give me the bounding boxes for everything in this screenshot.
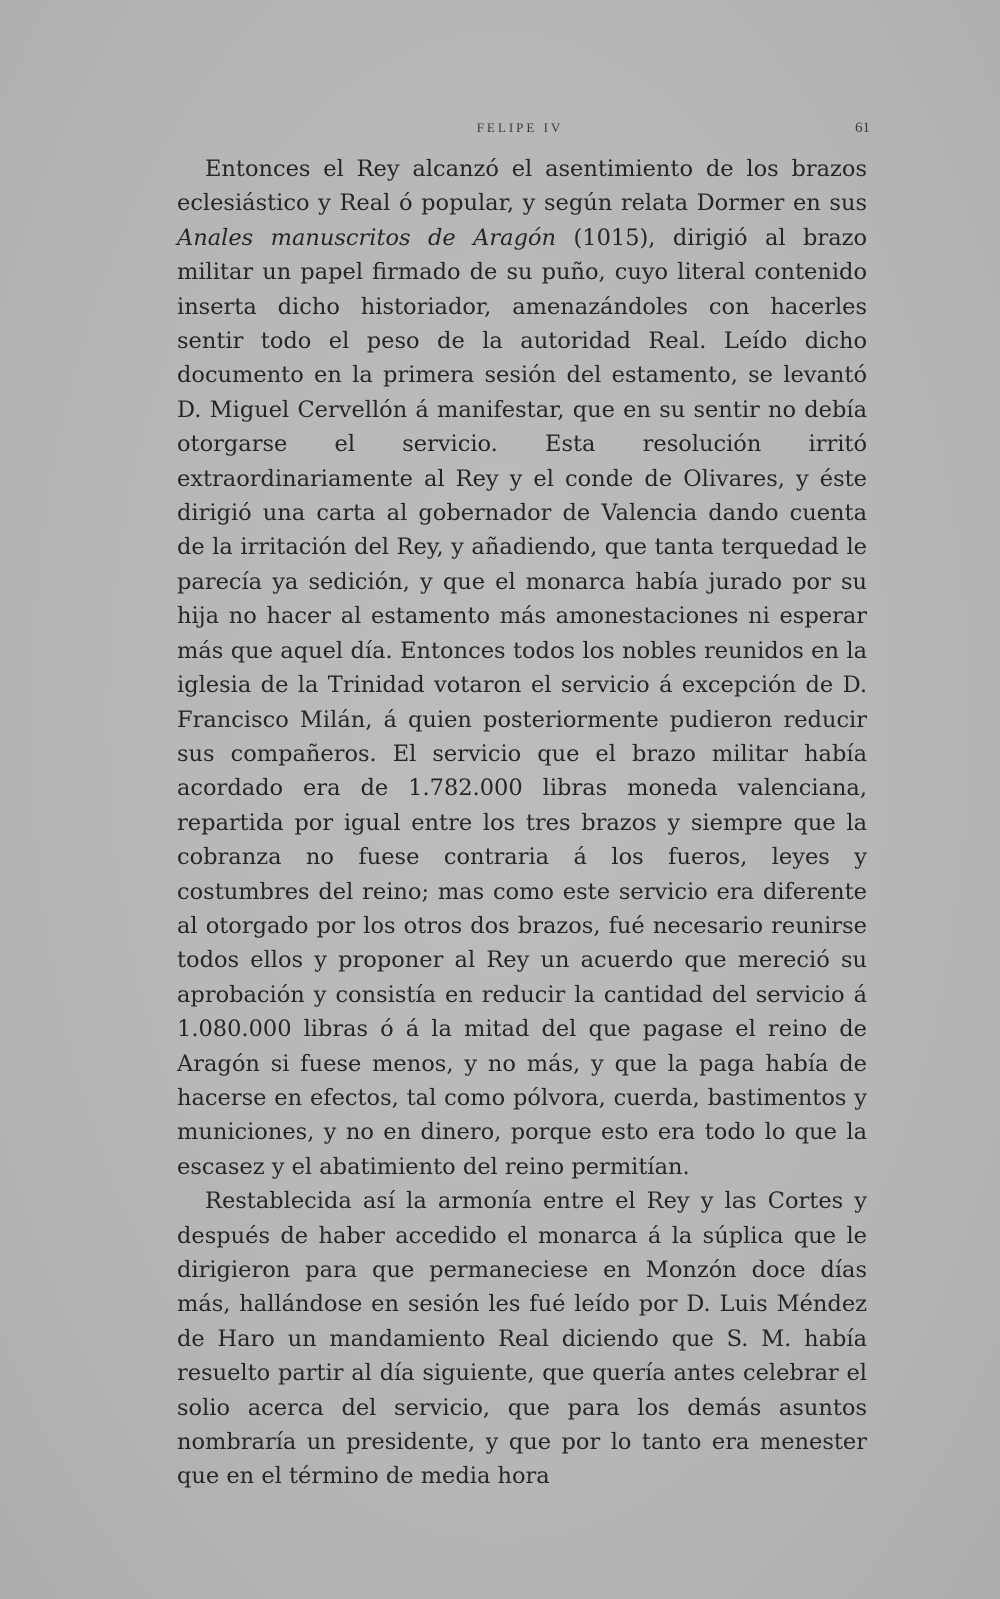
italic-book-title: Anales manuscritos de Aragón — [177, 224, 557, 251]
body-text — [177, 152, 867, 1494]
paragraph-1 — [177, 152, 867, 1184]
paragraph-1-text-b: (1015), dirigió al brazo militar un papel firmado de su puño, cuyo literal contenido inserta dicho historiador, amenazándoles con hacerles sentir todo el peso de la autoridad Real. Leído dicho documento en la primera sesión del estamento, se levantó D. Miguel Cervellón á manifestar, que en su sentir no debía otorgarse el servicio. Esta resolución irritó extraordinariamente al Rey y el conde de Olivares, y éste dirigió una carta al gobernador de Valencia dando cuenta de la irritación del Rey, y añadiendo, que tanta terquedad le parecía ya sedición, y que el monarca había jurado por su hija no hacer al estamento más amonestaciones ni esperar más que aquel día. Entonces todos los nobles reunidos en la iglesia de la Trinidad votaron el servicio á excepción de D. Francisco Milán, á quien posteriormente pudieron reducir sus compañeros. El servicio que el brazo militar había acordado era de 1.782.000 libras moneda valenciana, repartida por igual entre los tres brazos y siempre que la cobranza no fuese contraria á los fueros, leyes y costumbres del reino; mas como este servicio era diferente al otorgado por los otros dos brazos, fué necesario reunirse todos ellos y proponer al Rey un acuerdo que mereció su aprobación y consistía en reducir la cantidad del servicio á 1.080.000 libras ó á la mitad del que pagase el reino de Aragón si fuese menos, y no más, y que la paga había de hacerse en efectos, tal como pólvora, cuerda, bastimentos y municiones, y no en dinero, porque esto era todo lo que la escasez y el abatimiento del reino permitían. — [177, 224, 868, 1180]
page-number: 61 — [855, 120, 870, 136]
paragraph-2 — [177, 1184, 867, 1494]
page-header — [170, 120, 870, 142]
paragraph-2-text: Restablecida así la armonía entre el Rey y las Cortes y después de haber accedido el monarca á la súplica que le dirigieron para que permaneciese en Monzón doce días más, hallándose en sesión les fué leído por D. Luis Méndez de Haro un mandamiento Real diciendo que S. M. había resuelto partir al día siguiente, que quería antes celebrar el solio acerca del servicio, que para los demás asuntos nombraría un presidente, y que por lo tanto era menester que en el término de media hora — [177, 1188, 867, 1490]
running-title: FELIPE IV — [476, 120, 564, 135]
paragraph-1-text-a: Entonces el Rey alcanzó el asentimiento de los brazos eclesiástico y Real ó popular, y según relata Dormer en sus — [177, 156, 867, 217]
